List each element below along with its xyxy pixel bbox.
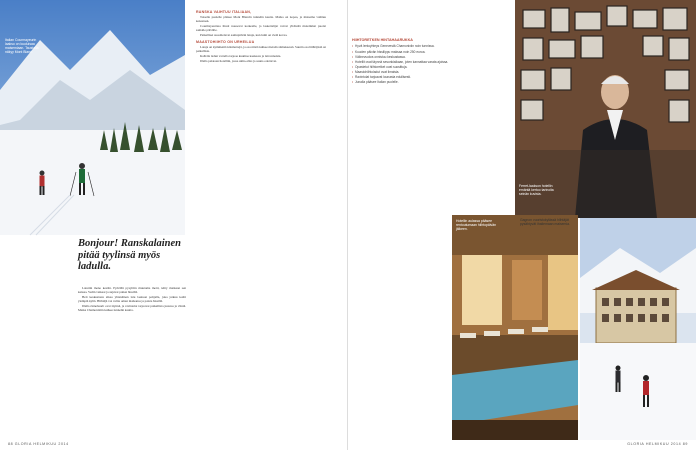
photo-caption: Gagnon vuoristokylässä hiihtäjät pysähtyvät ihailemaan maisemia. [520, 218, 570, 226]
sidebar-item: • Kuuden päivän hissilippu maksaa noin 250 euroa. [352, 50, 452, 54]
info-sidebar [352, 38, 452, 85]
portrait-photo [515, 0, 696, 218]
page-footer-right: GLORIA HELMIKUU 2014 89 [627, 442, 688, 446]
snow-village-photo [520, 218, 696, 440]
sidebar-item: • Ravintolat tarjoavat lounasta edullisesti. [352, 75, 452, 79]
intro-paragraph: Laturiin meno kestää. Pyörällä pysyttiin muutama metri, tehty matkaan sen kanssa. Vedin vaikeat ja sujuvat paikat hissillä. [78, 286, 186, 295]
section-1-heading: RANSKA VAIHTUU ITALIAAN, [196, 10, 252, 14]
sidebar-list [352, 44, 452, 84]
hotel-pool-photo [452, 215, 578, 440]
body-paragraph: Heti keskustasta alkaa yhtenäinen latu laakson pohjalla, joka jatkuu kohti ylempiä kyliä. Hiihtäjä voi valita oman matkansa ja palata hissillä. [78, 295, 186, 304]
ski-landscape-image [0, 0, 185, 235]
section-1-paragraph: Paikalliset suosittelevat aamupäivän latuja, kun lumi on vielä kovaa. [200, 33, 288, 38]
sidebar-item: • Välinevuokra onnistuu keskustassa. [352, 55, 452, 59]
ski-landscape-photo [0, 0, 185, 235]
sidebar-item: • Maastohiihtoladut ovat ilmaisia. [352, 70, 452, 74]
headline [78, 238, 186, 273]
headline-text: Bonjour! Ranskalainen pitää tyylinsä myös ladulla. [78, 238, 182, 272]
section-1-paragraph: Toiselle puolelle pääsee Mont Blancin tunnelin kautta. Matka on nopea, ja maisema vaihtuu kokonaan. [196, 15, 326, 24]
sidebar-item: • Hotellit ovat täynnä sesonkiaikaan, joten kannattaa varata ajoissa. [352, 60, 452, 64]
snow-village-image [580, 218, 696, 440]
intro-column [78, 286, 186, 314]
section-2-paragraph: Illalla palataan hotelliin, jossa uima-allas ja sauna odottavat. [200, 58, 277, 63]
section-2-paragraph: Latuja on kymmeniä kilometrejä, ja osa niistä kulkee metsän siimeksessä. Suurin osa hiihtäjistä on paikallisia. [196, 44, 326, 53]
hotel-pool-image [452, 215, 578, 440]
body-paragraph: Illalla rinnebaarit ovat täynnä, ja ravintolat tarjoavat paikallista juustoa ja viiniä. Matka Chamonixiin kulkee tunnelin kautta. [78, 304, 186, 313]
sidebar-item: • Junalla pääsee Italian puolelle. [352, 80, 452, 84]
section-2-paragraph: Kahvila ladun varrella tarjoaa kuumaa kaakaota ja leivonnaisia. [200, 53, 282, 58]
photo-caption: Ferret-laakson hotellin emäntä kertoo tarinoita seinän kuvista. [519, 184, 554, 196]
page-gutter [347, 0, 348, 450]
page-footer-left: 88 GLORIA HELMIKUU 2014 [8, 442, 69, 446]
section-2-heading: MAASTOHIIHTO ON URHEILUA [196, 39, 255, 44]
text-column-2 [196, 8, 326, 64]
sidebar-item: • Hyvä lentoyhteys Genevestä Chamonixiin noin tunnissa. [352, 44, 452, 48]
sidebar-item: • Opastetut hiihtoretket ovat suosittuja. [352, 65, 452, 69]
photo-caption: Italian Courmayeurin laakso on kuuluisaa maisemiaan. Taustalla näkyy Mont Blanc. [5, 38, 39, 54]
section-1-paragraph: Courmayeurissa hissit nousevat korkealle, ja laskettelijat voivat yhdistää molemmat puolet samalle päivälle. [196, 24, 326, 33]
photo-caption: Hotellin aulassa pääsee rentoutumaan hiihtopäivän jälkeen. [456, 219, 496, 231]
sidebar-heading: HIIHTORETKEN HINTAHAARUKKA [352, 38, 413, 42]
